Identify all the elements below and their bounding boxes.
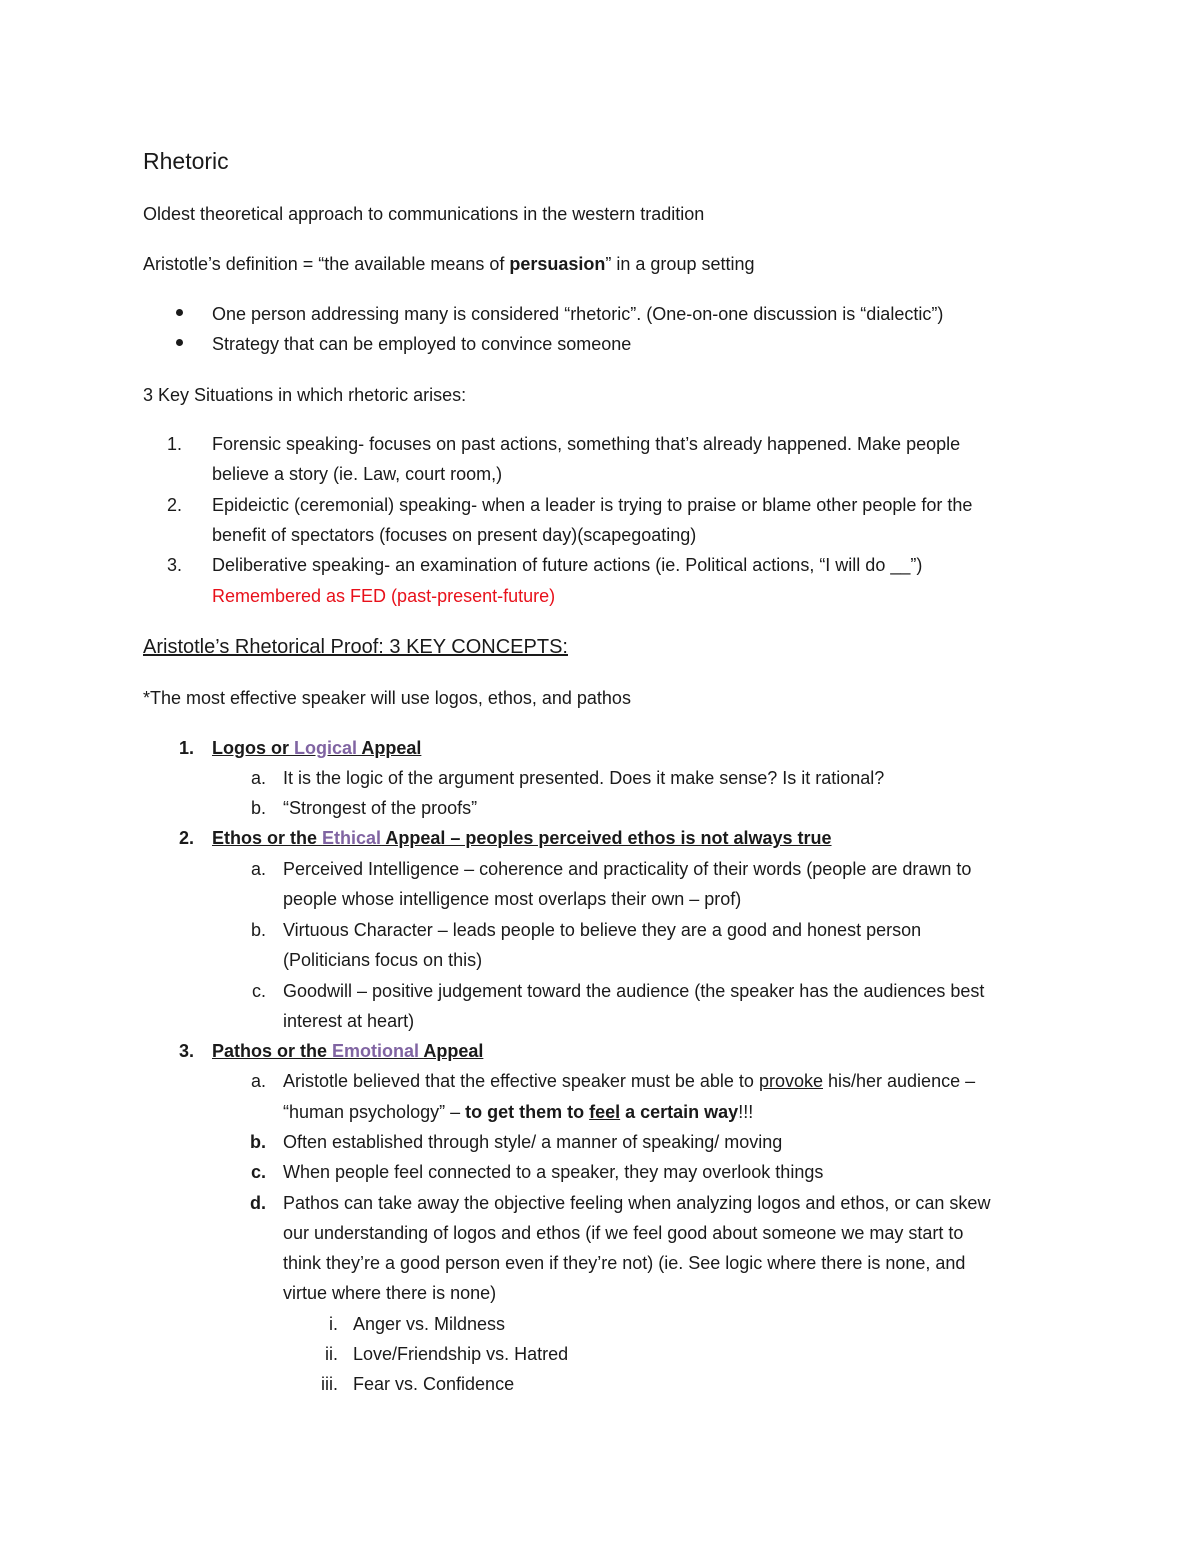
appeal-heading-colored: Emotional: [332, 1041, 420, 1061]
appeal-item-line: [283, 1069, 975, 1093]
appeal-heading-colored: Logical: [294, 738, 358, 758]
appeal-item-line: virtue where there is none): [283, 1283, 497, 1303]
subitem-line: Anger vs. Mildness: [353, 1314, 506, 1334]
definition-text-end: ” in a group setting: [605, 254, 755, 274]
intro-paragraph: Oldest theoretical approach to communications in the western tradition: [143, 204, 705, 224]
appeal-heading-text: Logos or: [212, 738, 294, 758]
list-letter: b.: [250, 920, 266, 940]
appeal-item-line: (Politicians focus on this): [283, 950, 483, 970]
proof-intro: *The most effective speaker will use logos, ethos, and pathos: [143, 688, 631, 708]
item-bold: a certain way: [620, 1102, 739, 1122]
list-letter: d.: [250, 1193, 266, 1213]
bullet-item: One person addressing many is considered “rhetoric”. (One-on-one discussion is “dialectic”): [212, 304, 944, 324]
appeal-item-line: our understanding of logos and ethos (if we feel good about someone we may start to: [283, 1223, 964, 1243]
situations-heading: 3 Key Situations in which rhetoric arises:: [143, 385, 467, 405]
appeal-item-line: interest at heart): [283, 1011, 415, 1031]
situation-line: benefit of spectators (focuses on present day)(scapegoating): [212, 525, 697, 545]
list-roman: ii.: [325, 1344, 338, 1364]
item-text: Aristotle believed that the effective speaker must be able to: [283, 1071, 759, 1091]
appeal-heading-logos: [212, 736, 421, 760]
item-text-end: his/her audience –: [823, 1071, 976, 1091]
subitem-line: Fear vs. Confidence: [353, 1374, 515, 1394]
list-roman: i.: [329, 1314, 338, 1334]
situation-line: Epideictic (ceremonial) speaking- when a leader is trying to praise or blame other people for the: [212, 495, 973, 515]
list-number: 3.: [166, 555, 182, 575]
list-letter: b.: [250, 1132, 266, 1152]
list-number: 2.: [166, 495, 182, 515]
list-roman: iii.: [321, 1374, 338, 1394]
situation-line: believe a story (ie. Law, court room,): [212, 464, 503, 484]
appeal-heading-text: Pathos or the: [212, 1041, 333, 1061]
bullet-icon: [176, 309, 183, 316]
list-letter: c.: [251, 981, 266, 1001]
appeal-item-line: [283, 1100, 753, 1124]
list-letter: a.: [250, 1071, 266, 1091]
appeal-item-line: Goodwill – positive judgement toward the audience (the speaker has the audiences best: [283, 981, 985, 1001]
definition-text: Aristotle’s definition = “the available means of: [143, 254, 510, 274]
appeal-item-line: It is the logic of the argument presented. Does it make sense? Is it rational?: [283, 768, 885, 788]
appeal-heading-pathos: [212, 1039, 483, 1063]
list-number: 1.: [178, 738, 194, 758]
list-number: 3.: [178, 1041, 194, 1061]
list-number: 2.: [178, 828, 194, 848]
appeal-heading-text-end: Appeal: [357, 738, 422, 758]
subitem-line: Love/Friendship vs. Hatred: [353, 1344, 569, 1364]
situation-line: Deliberative speaking- an examination of future actions (ie. Political actions, “I will do __”): [212, 555, 923, 575]
document-title: Rhetoric: [143, 148, 229, 174]
bullet-icon: [176, 339, 183, 346]
fed-note: Remembered as FED (past-present-future): [212, 586, 556, 606]
appeal-item-line: think they’re a good person even if they’re not) (ie. See logic where there is none, and: [283, 1253, 966, 1273]
appeal-heading-text: Ethos or the: [212, 828, 323, 848]
appeal-heading-colored: Ethical: [322, 828, 382, 848]
appeal-item-line: people whose intelligence most overlaps their own – prof): [283, 889, 742, 909]
proof-heading: Aristotle’s Rhetorical Proof: 3 KEY CONCEPTS:: [143, 636, 568, 658]
list-letter: b.: [250, 798, 266, 818]
appeal-item-line: When people feel connected to a speaker, they may overlook things: [283, 1162, 824, 1182]
appeal-item-line: Pathos can take away the objective feeling when analyzing logos and ethos, or can skew: [283, 1193, 991, 1213]
list-number: 1.: [166, 434, 182, 454]
appeal-heading-text-end: Appeal: [419, 1041, 484, 1061]
appeal-item-line: “Strongest of the proofs”: [283, 798, 478, 818]
definition-paragraph: [143, 252, 755, 276]
bullet-item: Strategy that can be employed to convince someone: [212, 334, 632, 354]
list-letter: a.: [250, 768, 266, 788]
appeal-heading-ethos: [212, 826, 832, 850]
appeal-heading-text-end: Appeal – peoples perceived ethos is not always true: [381, 828, 832, 848]
item-bold-underlined: feel: [589, 1102, 621, 1122]
list-letter: c.: [250, 1162, 266, 1182]
item-underlined: provoke: [758, 1071, 823, 1091]
appeal-item-line: Perceived Intelligence – coherence and practicality of their words (people are drawn to: [283, 859, 972, 879]
item-text-end: !!!: [738, 1102, 754, 1122]
appeal-item-line: Often established through style/ a manner of speaking/ moving: [283, 1132, 783, 1152]
item-bold: to get them to: [465, 1102, 590, 1122]
list-letter: a.: [250, 859, 266, 879]
definition-bold: persuasion: [509, 254, 606, 274]
appeal-item-line: Virtuous Character – leads people to believe they are a good and honest person: [283, 920, 922, 940]
item-text: “human psychology” –: [283, 1102, 466, 1122]
situation-line: Forensic speaking- focuses on past actions, something that’s already happened. Make people: [212, 434, 961, 454]
